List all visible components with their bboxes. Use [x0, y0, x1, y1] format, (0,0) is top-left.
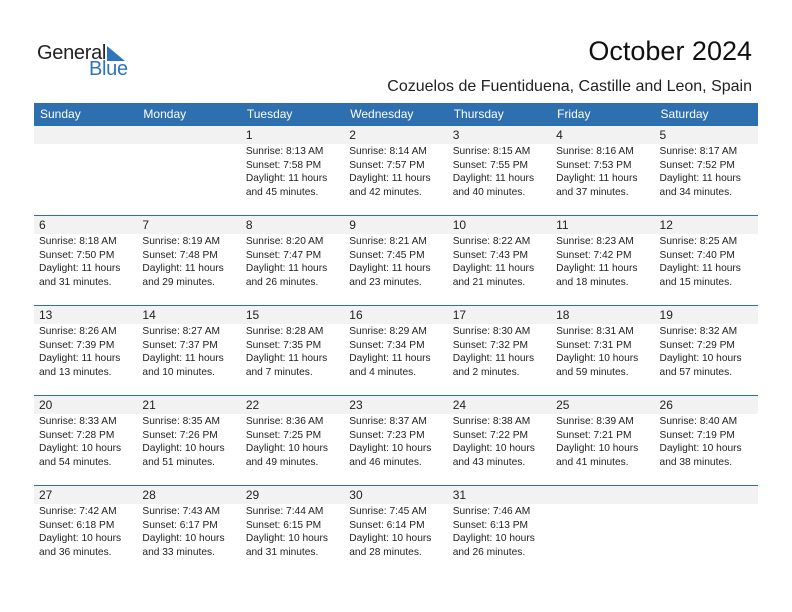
sunrise-text: Sunrise: 8:28 AM — [245, 326, 324, 337]
day-cell — [448, 144, 551, 199]
day-cell — [137, 414, 240, 469]
day-number: 21 — [142, 398, 156, 412]
sunrise-text: Sunrise: 8:16 AM — [556, 146, 634, 157]
sunrise-text: Sunrise: 8:13 AM — [245, 146, 324, 157]
page-title: October 2024 — [588, 36, 752, 66]
sunset-text: Sunset: 6:18 PM — [39, 519, 115, 531]
weekday-header: Saturday — [660, 107, 709, 121]
daylight-text: and 49 minutes. — [245, 456, 319, 468]
day-cell — [34, 234, 137, 289]
day-number: 17 — [452, 308, 467, 322]
day-number: 2 — [349, 128, 356, 142]
daylight-text: Daylight: 10 hours — [452, 533, 535, 544]
sunset-text: Sunset: 7:53 PM — [556, 159, 632, 171]
logo-general-text: General — [37, 42, 107, 64]
daylight-text: Daylight: 10 hours — [452, 443, 535, 454]
sunrise-text: Sunrise: 8:22 AM — [452, 236, 531, 247]
day-number: 9 — [349, 218, 356, 232]
daylight-text: and 38 minutes. — [659, 456, 733, 468]
day-number: 20 — [39, 398, 53, 412]
daylight-text: and 42 minutes. — [349, 186, 422, 198]
sunset-text: Sunset: 7:35 PM — [245, 339, 322, 351]
sunset-text: Sunset: 6:17 PM — [142, 519, 218, 531]
daylight-text: Daylight: 11 hours — [452, 263, 535, 274]
sunrise-text: Sunrise: 8:25 AM — [659, 236, 738, 247]
daylight-text: and 26 minutes. — [245, 276, 319, 288]
day-cell — [448, 414, 551, 469]
sunset-text: Sunset: 7:39 PM — [39, 339, 115, 351]
daylight-text: Daylight: 11 hours — [39, 353, 121, 364]
date-strip — [34, 396, 758, 414]
daylight-text: Daylight: 10 hours — [39, 533, 122, 544]
day-cell — [551, 144, 654, 199]
sunrise-text: Sunrise: 8:26 AM — [39, 326, 117, 337]
daylight-text: Daylight: 11 hours — [142, 263, 224, 274]
day-number: 4 — [556, 128, 563, 142]
day-cell — [137, 504, 240, 559]
daylight-text: Daylight: 10 hours — [349, 443, 432, 454]
daylight-text: and 31 minutes. — [245, 546, 319, 558]
day-info-row — [34, 234, 758, 289]
sunrise-text: Sunrise: 8:30 AM — [452, 326, 531, 337]
daylight-text: Daylight: 10 hours — [659, 353, 742, 364]
day-number: 24 — [452, 398, 467, 412]
daylight-text: and 43 minutes. — [452, 456, 526, 468]
daylight-text: Daylight: 11 hours — [349, 263, 431, 274]
weekday-header-row — [34, 103, 758, 126]
day-cell — [241, 324, 344, 379]
day-number: 29 — [245, 488, 260, 502]
day-info-row — [34, 144, 758, 199]
logo-blue-text: Blue — [89, 58, 128, 80]
daylight-text: and 37 minutes. — [556, 186, 629, 198]
day-number: 5 — [659, 128, 667, 142]
day-cell — [344, 324, 447, 379]
week-row — [34, 395, 758, 485]
daylight-text: and 23 minutes. — [349, 276, 422, 288]
sunrise-text: Sunrise: 7:45 AM — [349, 506, 427, 517]
daylight-text: and 13 minutes. — [39, 366, 112, 378]
sunrise-text: Sunrise: 8:21 AM — [349, 236, 427, 247]
daylight-text: and 34 minutes. — [659, 186, 733, 198]
sunset-text: Sunset: 7:23 PM — [349, 429, 425, 441]
sunset-text: Sunset: 7:28 PM — [39, 429, 115, 441]
sunrise-text: Sunrise: 8:18 AM — [39, 236, 117, 247]
sunset-text: Sunset: 7:31 PM — [556, 339, 632, 351]
sunset-text: Sunset: 6:13 PM — [452, 519, 529, 531]
day-info-row — [34, 504, 758, 559]
sunset-text: Sunset: 6:14 PM — [349, 519, 425, 531]
sunrise-text: Sunrise: 8:29 AM — [349, 326, 427, 337]
sunset-text: Sunset: 7:34 PM — [349, 339, 425, 351]
sunset-text: Sunset: 7:48 PM — [142, 249, 218, 261]
sunrise-text: Sunrise: 7:44 AM — [245, 506, 324, 517]
sunset-text: Sunset: 7:45 PM — [349, 249, 425, 261]
day-cell — [655, 144, 758, 199]
day-cell — [551, 504, 654, 559]
day-number: 16 — [349, 308, 363, 322]
daylight-text: Daylight: 10 hours — [39, 443, 122, 454]
sunrise-text: Sunrise: 8:17 AM — [659, 146, 738, 157]
daylight-text: Daylight: 10 hours — [659, 443, 742, 454]
daylight-text: and 41 minutes. — [556, 456, 629, 468]
day-cell — [34, 504, 137, 559]
sunrise-text: Sunrise: 7:43 AM — [142, 506, 221, 517]
daylight-text: Daylight: 11 hours — [245, 353, 328, 364]
sunset-text: Sunset: 7:29 PM — [659, 339, 735, 351]
day-cell — [551, 234, 654, 289]
sunrise-text: Sunrise: 8:38 AM — [452, 416, 531, 427]
day-number: 22 — [245, 398, 260, 412]
date-strip — [34, 216, 758, 234]
day-number: 31 — [452, 488, 467, 502]
day-number: 7 — [142, 218, 150, 232]
day-cell — [655, 234, 758, 289]
sunset-text: Sunset: 7:55 PM — [452, 159, 529, 171]
day-cell — [34, 324, 137, 379]
day-cell — [655, 504, 758, 559]
sunset-text: Sunset: 7:50 PM — [39, 249, 115, 261]
daylight-text: and 57 minutes. — [659, 366, 733, 378]
sunrise-text: Sunrise: 8:37 AM — [349, 416, 427, 427]
daylight-text: Daylight: 10 hours — [142, 533, 225, 544]
sunrise-text: Sunrise: 8:33 AM — [39, 416, 117, 427]
sunrise-text: Sunrise: 8:27 AM — [142, 326, 221, 337]
daylight-text: and 15 minutes. — [659, 276, 733, 288]
sunset-text: Sunset: 7:21 PM — [556, 429, 632, 441]
daylight-text: Daylight: 11 hours — [39, 263, 121, 274]
sunset-text: Sunset: 7:42 PM — [556, 249, 632, 261]
daylight-text: and 51 minutes. — [142, 456, 215, 468]
day-cell — [448, 504, 551, 559]
daylight-text: Daylight: 11 hours — [659, 263, 741, 274]
day-number — [34, 126, 137, 144]
day-cell — [448, 324, 551, 379]
daylight-text: and 2 minutes. — [452, 366, 520, 378]
day-cell — [241, 414, 344, 469]
date-strip — [34, 486, 758, 504]
daylight-text: and 10 minutes. — [142, 366, 215, 378]
day-number — [137, 126, 240, 144]
sunrise-text: Sunrise: 7:42 AM — [39, 506, 117, 517]
day-number: 26 — [659, 398, 673, 412]
day-cell — [344, 144, 447, 199]
day-cell — [551, 414, 654, 469]
day-cell — [34, 414, 137, 469]
daylight-text: Daylight: 10 hours — [142, 443, 225, 454]
sunrise-text: Sunrise: 8:14 AM — [349, 146, 427, 157]
daylight-text: and 59 minutes. — [556, 366, 629, 378]
daylight-text: and 31 minutes. — [39, 276, 112, 288]
sunset-text: Sunset: 7:32 PM — [452, 339, 529, 351]
sunrise-text: Sunrise: 8:32 AM — [659, 326, 738, 337]
daylight-text: Daylight: 11 hours — [556, 263, 638, 274]
daylight-text: Daylight: 10 hours — [245, 533, 328, 544]
day-cell — [137, 234, 240, 289]
daylight-text: Daylight: 11 hours — [245, 263, 328, 274]
day-cell — [551, 324, 654, 379]
daylight-text: Daylight: 10 hours — [556, 443, 639, 454]
day-number — [655, 486, 758, 504]
daylight-text: Daylight: 11 hours — [659, 173, 741, 184]
date-strip — [34, 126, 758, 144]
daylight-text: Daylight: 11 hours — [349, 353, 431, 364]
weekday-header: Thursday — [453, 107, 504, 121]
sunset-text: Sunset: 7:25 PM — [245, 429, 322, 441]
weekday-header: Friday — [557, 107, 591, 121]
sunset-text: Sunset: 7:26 PM — [142, 429, 218, 441]
sunset-text: Sunset: 7:37 PM — [142, 339, 218, 351]
daylight-text: and 33 minutes. — [142, 546, 215, 558]
daylight-text: Daylight: 11 hours — [452, 353, 535, 364]
sunset-text: Sunset: 7:57 PM — [349, 159, 425, 171]
weekday-header: Sunday — [40, 107, 81, 121]
day-number: 30 — [349, 488, 363, 502]
day-cell — [344, 504, 447, 559]
sunset-text: Sunset: 7:22 PM — [452, 429, 529, 441]
sunset-text: Sunset: 7:19 PM — [659, 429, 735, 441]
sunrise-text: Sunrise: 8:35 AM — [142, 416, 221, 427]
day-cell — [655, 324, 758, 379]
day-number: 28 — [142, 488, 156, 502]
daylight-text: Daylight: 10 hours — [349, 533, 432, 544]
day-number — [551, 486, 654, 504]
day-cell — [34, 144, 137, 199]
day-number: 6 — [39, 218, 46, 232]
day-number: 25 — [556, 398, 570, 412]
date-strip — [34, 306, 758, 324]
sunset-text: Sunset: 6:15 PM — [245, 519, 322, 531]
day-number: 19 — [659, 308, 673, 322]
sunset-text: Sunset: 7:58 PM — [245, 159, 322, 171]
week-row — [34, 215, 758, 305]
daylight-text: and 46 minutes. — [349, 456, 422, 468]
weekday-header: Wednesday — [350, 107, 414, 121]
daylight-text: Daylight: 11 hours — [349, 173, 431, 184]
day-cell — [241, 504, 344, 559]
sunrise-text: Sunrise: 8:19 AM — [142, 236, 221, 247]
week-row — [34, 305, 758, 395]
daylight-text: and 28 minutes. — [349, 546, 422, 558]
day-number: 1 — [245, 128, 253, 142]
day-cell — [137, 144, 240, 199]
weekday-header: Tuesday — [246, 107, 293, 121]
sunrise-text: Sunrise: 8:40 AM — [659, 416, 738, 427]
day-cell — [448, 234, 551, 289]
day-cell — [241, 144, 344, 199]
calendar-grid — [34, 103, 758, 575]
daylight-text: and 26 minutes. — [452, 546, 526, 558]
day-cell — [137, 324, 240, 379]
day-cell — [344, 234, 447, 289]
sunset-text: Sunset: 7:47 PM — [245, 249, 322, 261]
daylight-text: and 29 minutes. — [142, 276, 215, 288]
daylight-text: Daylight: 10 hours — [556, 353, 639, 364]
daylight-text: Daylight: 11 hours — [452, 173, 535, 184]
daylight-text: and 54 minutes. — [39, 456, 112, 468]
week-row — [34, 126, 758, 215]
logo — [37, 42, 137, 82]
daylight-text: Daylight: 11 hours — [556, 173, 638, 184]
day-number: 11 — [556, 218, 569, 232]
daylight-text: and 36 minutes. — [39, 546, 112, 558]
day-number: 13 — [39, 308, 53, 322]
day-number: 12 — [659, 218, 673, 232]
day-number: 27 — [39, 488, 53, 502]
daylight-text: and 7 minutes. — [245, 366, 313, 378]
day-number: 14 — [142, 308, 156, 322]
week-row — [34, 485, 758, 575]
sunrise-text: Sunrise: 8:20 AM — [245, 236, 324, 247]
weekday-header: Monday — [143, 107, 187, 121]
daylight-text: Daylight: 11 hours — [142, 353, 224, 364]
sunset-text: Sunset: 7:52 PM — [659, 159, 735, 171]
day-number: 15 — [245, 308, 260, 322]
day-info-row — [34, 414, 758, 469]
sunrise-text: Sunrise: 8:23 AM — [556, 236, 634, 247]
location-subtitle: Cozuelos de Fuentiduena, Castille and Leon, Spain — [387, 78, 752, 95]
daylight-text: and 45 minutes. — [245, 186, 319, 198]
day-cell — [241, 234, 344, 289]
day-number: 10 — [452, 218, 467, 232]
sunrise-text: Sunrise: 8:31 AM — [556, 326, 634, 337]
day-cell — [655, 414, 758, 469]
day-number: 18 — [556, 308, 570, 322]
daylight-text: and 21 minutes. — [452, 276, 526, 288]
daylight-text: and 40 minutes. — [452, 186, 526, 198]
sunrise-text: Sunrise: 8:36 AM — [245, 416, 324, 427]
sunrise-text: Sunrise: 7:46 AM — [452, 506, 531, 517]
day-number: 8 — [245, 218, 253, 232]
daylight-text: Daylight: 10 hours — [245, 443, 328, 454]
day-number: 3 — [452, 128, 460, 142]
daylight-text: and 4 minutes. — [349, 366, 417, 378]
daylight-text: and 18 minutes. — [556, 276, 629, 288]
day-number: 23 — [349, 398, 363, 412]
sunrise-text: Sunrise: 8:39 AM — [556, 416, 634, 427]
sunset-text: Sunset: 7:40 PM — [659, 249, 735, 261]
sunrise-text: Sunrise: 8:15 AM — [452, 146, 531, 157]
day-cell — [344, 414, 447, 469]
sunset-text: Sunset: 7:43 PM — [452, 249, 529, 261]
daylight-text: Daylight: 11 hours — [245, 173, 328, 184]
day-info-row — [34, 324, 758, 379]
